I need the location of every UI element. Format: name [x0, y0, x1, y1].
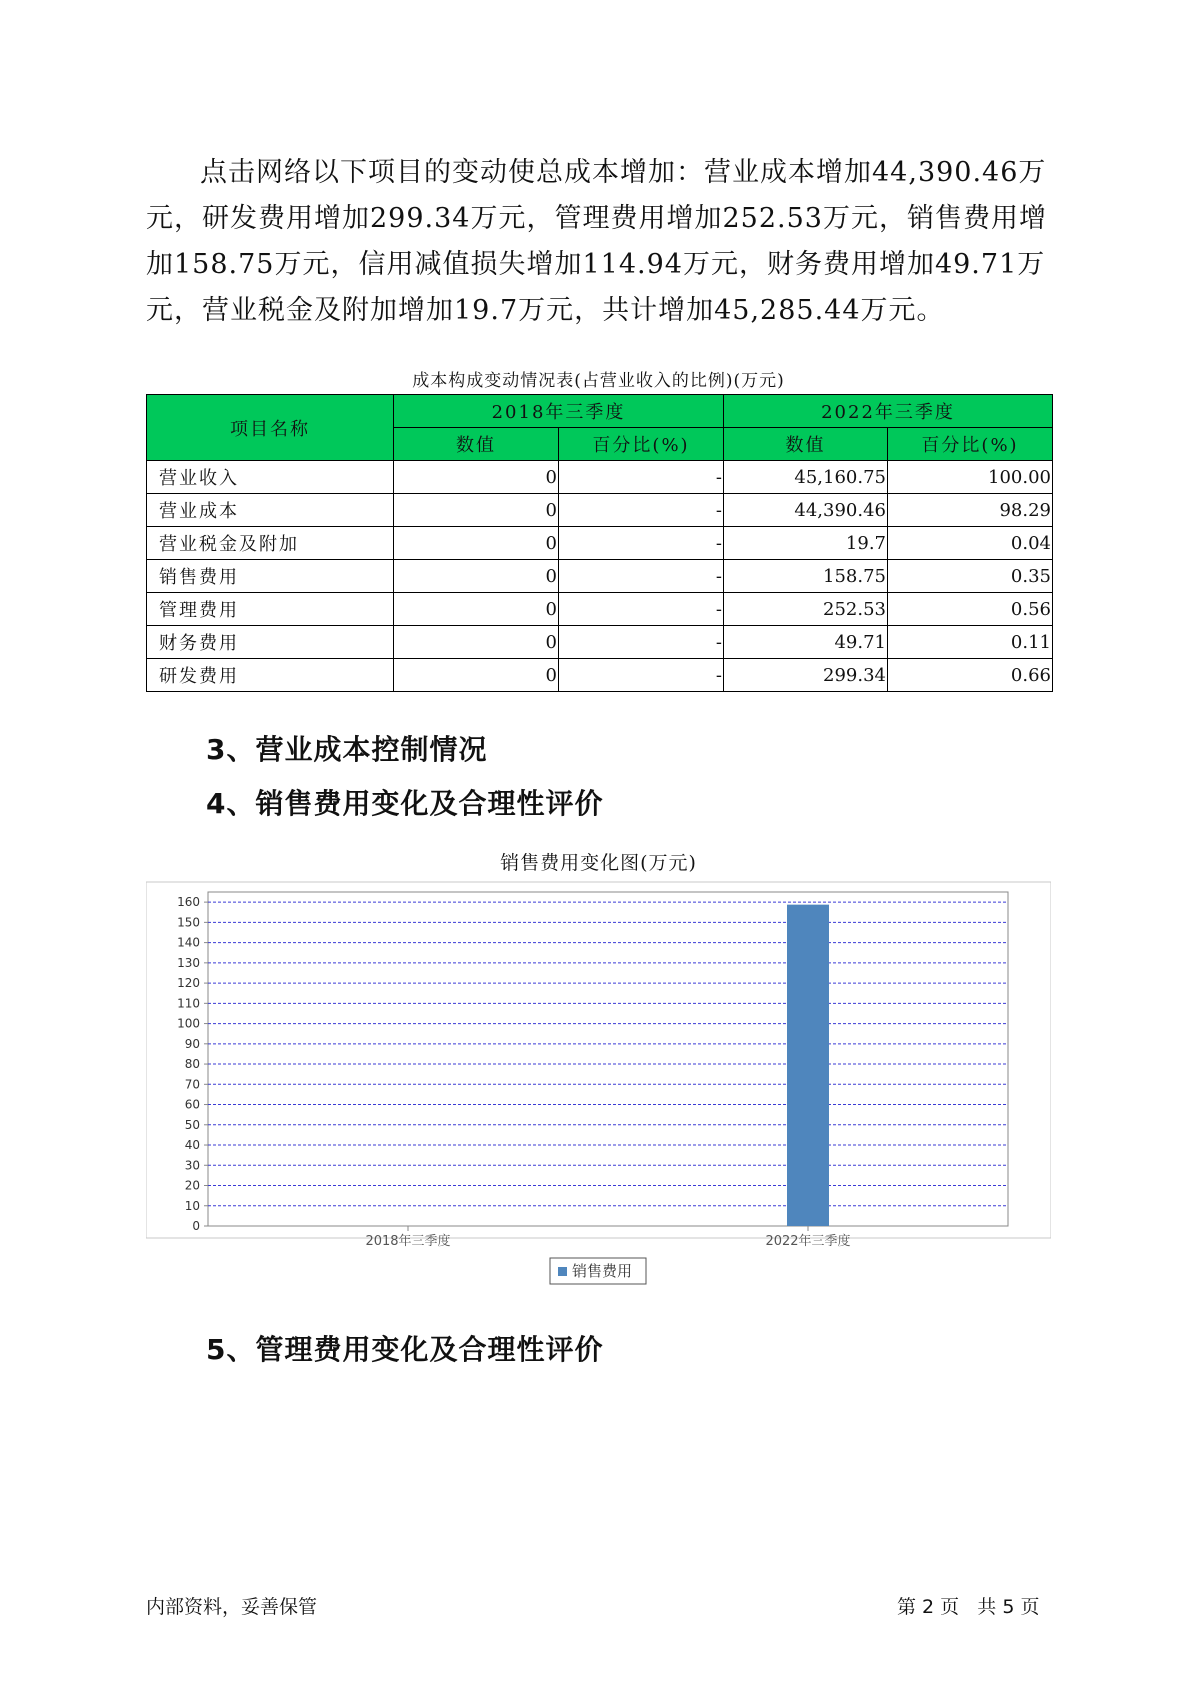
- y-tick-label: 90: [184, 1036, 200, 1051]
- y-tick-label: 130: [177, 955, 200, 970]
- row-value-2022: 44,390.46: [724, 494, 888, 527]
- bar: [787, 905, 829, 1226]
- chart-canvas: [146, 848, 1051, 1308]
- row-value-2022: 158.75: [724, 560, 888, 593]
- legend-label: 销售费用: [572, 1262, 633, 1280]
- row-percent-2022: 0.35: [888, 560, 1053, 593]
- y-tick-label: 160: [177, 895, 200, 910]
- row-value-2018: 0: [394, 659, 559, 692]
- header-period-2022: 2022年三季度: [724, 395, 1053, 428]
- table-row: [147, 461, 1053, 494]
- row-percent-2022: 0.66: [888, 659, 1053, 692]
- y-tick-label: 40: [184, 1138, 200, 1153]
- y-tick-label: 110: [177, 996, 200, 1011]
- row-name: 研发费用: [147, 659, 394, 692]
- y-tick-label: 70: [184, 1077, 200, 1092]
- cost-structure-table: [146, 394, 1053, 692]
- y-tick-label: 80: [184, 1057, 200, 1072]
- row-value-2018: 0: [394, 593, 559, 626]
- legend-swatch: [558, 1267, 567, 1276]
- y-tick-label: 50: [184, 1117, 200, 1132]
- row-percent-2018: -: [559, 593, 724, 626]
- y-tick-label: 20: [184, 1178, 200, 1193]
- header-value-2022: 数值: [724, 428, 888, 461]
- table-row: [147, 659, 1053, 692]
- heading-section-4: 4、销售费用变化及合理性评价: [206, 787, 604, 820]
- table-row: [147, 626, 1053, 659]
- x-tick-label: 2018年三季度: [365, 1234, 451, 1249]
- heading-section-5: 5、管理费用变化及合理性评价: [206, 1333, 604, 1366]
- y-tick-label: 100: [177, 1016, 200, 1031]
- table-row: [147, 560, 1053, 593]
- footer-page-info: 第 2 页 共 5 页: [897, 1596, 1040, 1618]
- row-value-2018: 0: [394, 527, 559, 560]
- chart-title: 销售费用变化图(万元): [500, 852, 697, 874]
- row-value-2022: 299.34: [724, 659, 888, 692]
- y-tick-label: 30: [184, 1158, 200, 1173]
- header-period-2018: 2018年三季度: [394, 395, 724, 428]
- row-percent-2018: -: [559, 527, 724, 560]
- row-percent-2018: -: [559, 494, 724, 527]
- y-tick-label: 150: [177, 915, 200, 930]
- plot-area: [208, 892, 1008, 1226]
- x-tick-label: 2022年三季度: [765, 1234, 851, 1249]
- row-value-2022: 19.7: [724, 527, 888, 560]
- row-percent-2018: -: [559, 461, 724, 494]
- sales-expense-chart: [146, 848, 1051, 1308]
- row-name: 营业收入: [147, 461, 394, 494]
- table-caption: 成本构成变动情况表(占营业收入的比例)(万元): [412, 371, 785, 391]
- row-percent-2018: -: [559, 626, 724, 659]
- row-value-2022: 49.71: [724, 626, 888, 659]
- y-tick-label: 140: [177, 935, 200, 950]
- row-value-2022: 252.53: [724, 593, 888, 626]
- row-percent-2022: 0.04: [888, 527, 1053, 560]
- row-percent-2018: -: [559, 659, 724, 692]
- row-value-2018: 0: [394, 560, 559, 593]
- y-tick-label: 10: [184, 1198, 200, 1213]
- y-tick-label: 120: [177, 976, 200, 991]
- row-value-2022: 45,160.75: [724, 461, 888, 494]
- row-name: 财务费用: [147, 626, 394, 659]
- footer-confidential-note: 内部资料，妥善保管: [146, 1596, 318, 1618]
- table-row: [147, 593, 1053, 626]
- row-name: 营业税金及附加: [147, 527, 394, 560]
- y-tick-label: 60: [184, 1097, 200, 1112]
- row-value-2018: 0: [394, 461, 559, 494]
- header-percent-2018: 百分比(%): [559, 428, 724, 461]
- row-name: 营业成本: [147, 494, 394, 527]
- intro-paragraph: 点击网络以下项目的变动使总成本增加：营业成本增加44,390.46万元，研发费用增加299.34万元，管理费用增加252.53万元，销售费用增加158.75万元，信用减值损失增加114.94万元，财务费用增加49.71万元，营业税金及附加增加19.7万元，共计增加45,285.44万元。: [146, 157, 1047, 326]
- y-tick-label: 0: [192, 1219, 200, 1233]
- row-name: 管理费用: [147, 593, 394, 626]
- heading-section-3: 3、营业成本控制情况: [206, 733, 488, 766]
- row-percent-2022: 98.29: [888, 494, 1053, 527]
- row-percent-2018: -: [559, 560, 724, 593]
- header-percent-2022: 百分比(%): [888, 428, 1053, 461]
- row-value-2018: 0: [394, 494, 559, 527]
- row-percent-2022: 0.56: [888, 593, 1053, 626]
- table-row: [147, 494, 1053, 527]
- row-percent-2022: 0.11: [888, 626, 1053, 659]
- table-row: [147, 527, 1053, 560]
- header-item-name: 项目名称: [147, 395, 394, 461]
- row-name: 销售费用: [147, 560, 394, 593]
- header-value-2018: 数值: [394, 428, 559, 461]
- row-value-2018: 0: [394, 626, 559, 659]
- row-percent-2022: 100.00: [888, 461, 1053, 494]
